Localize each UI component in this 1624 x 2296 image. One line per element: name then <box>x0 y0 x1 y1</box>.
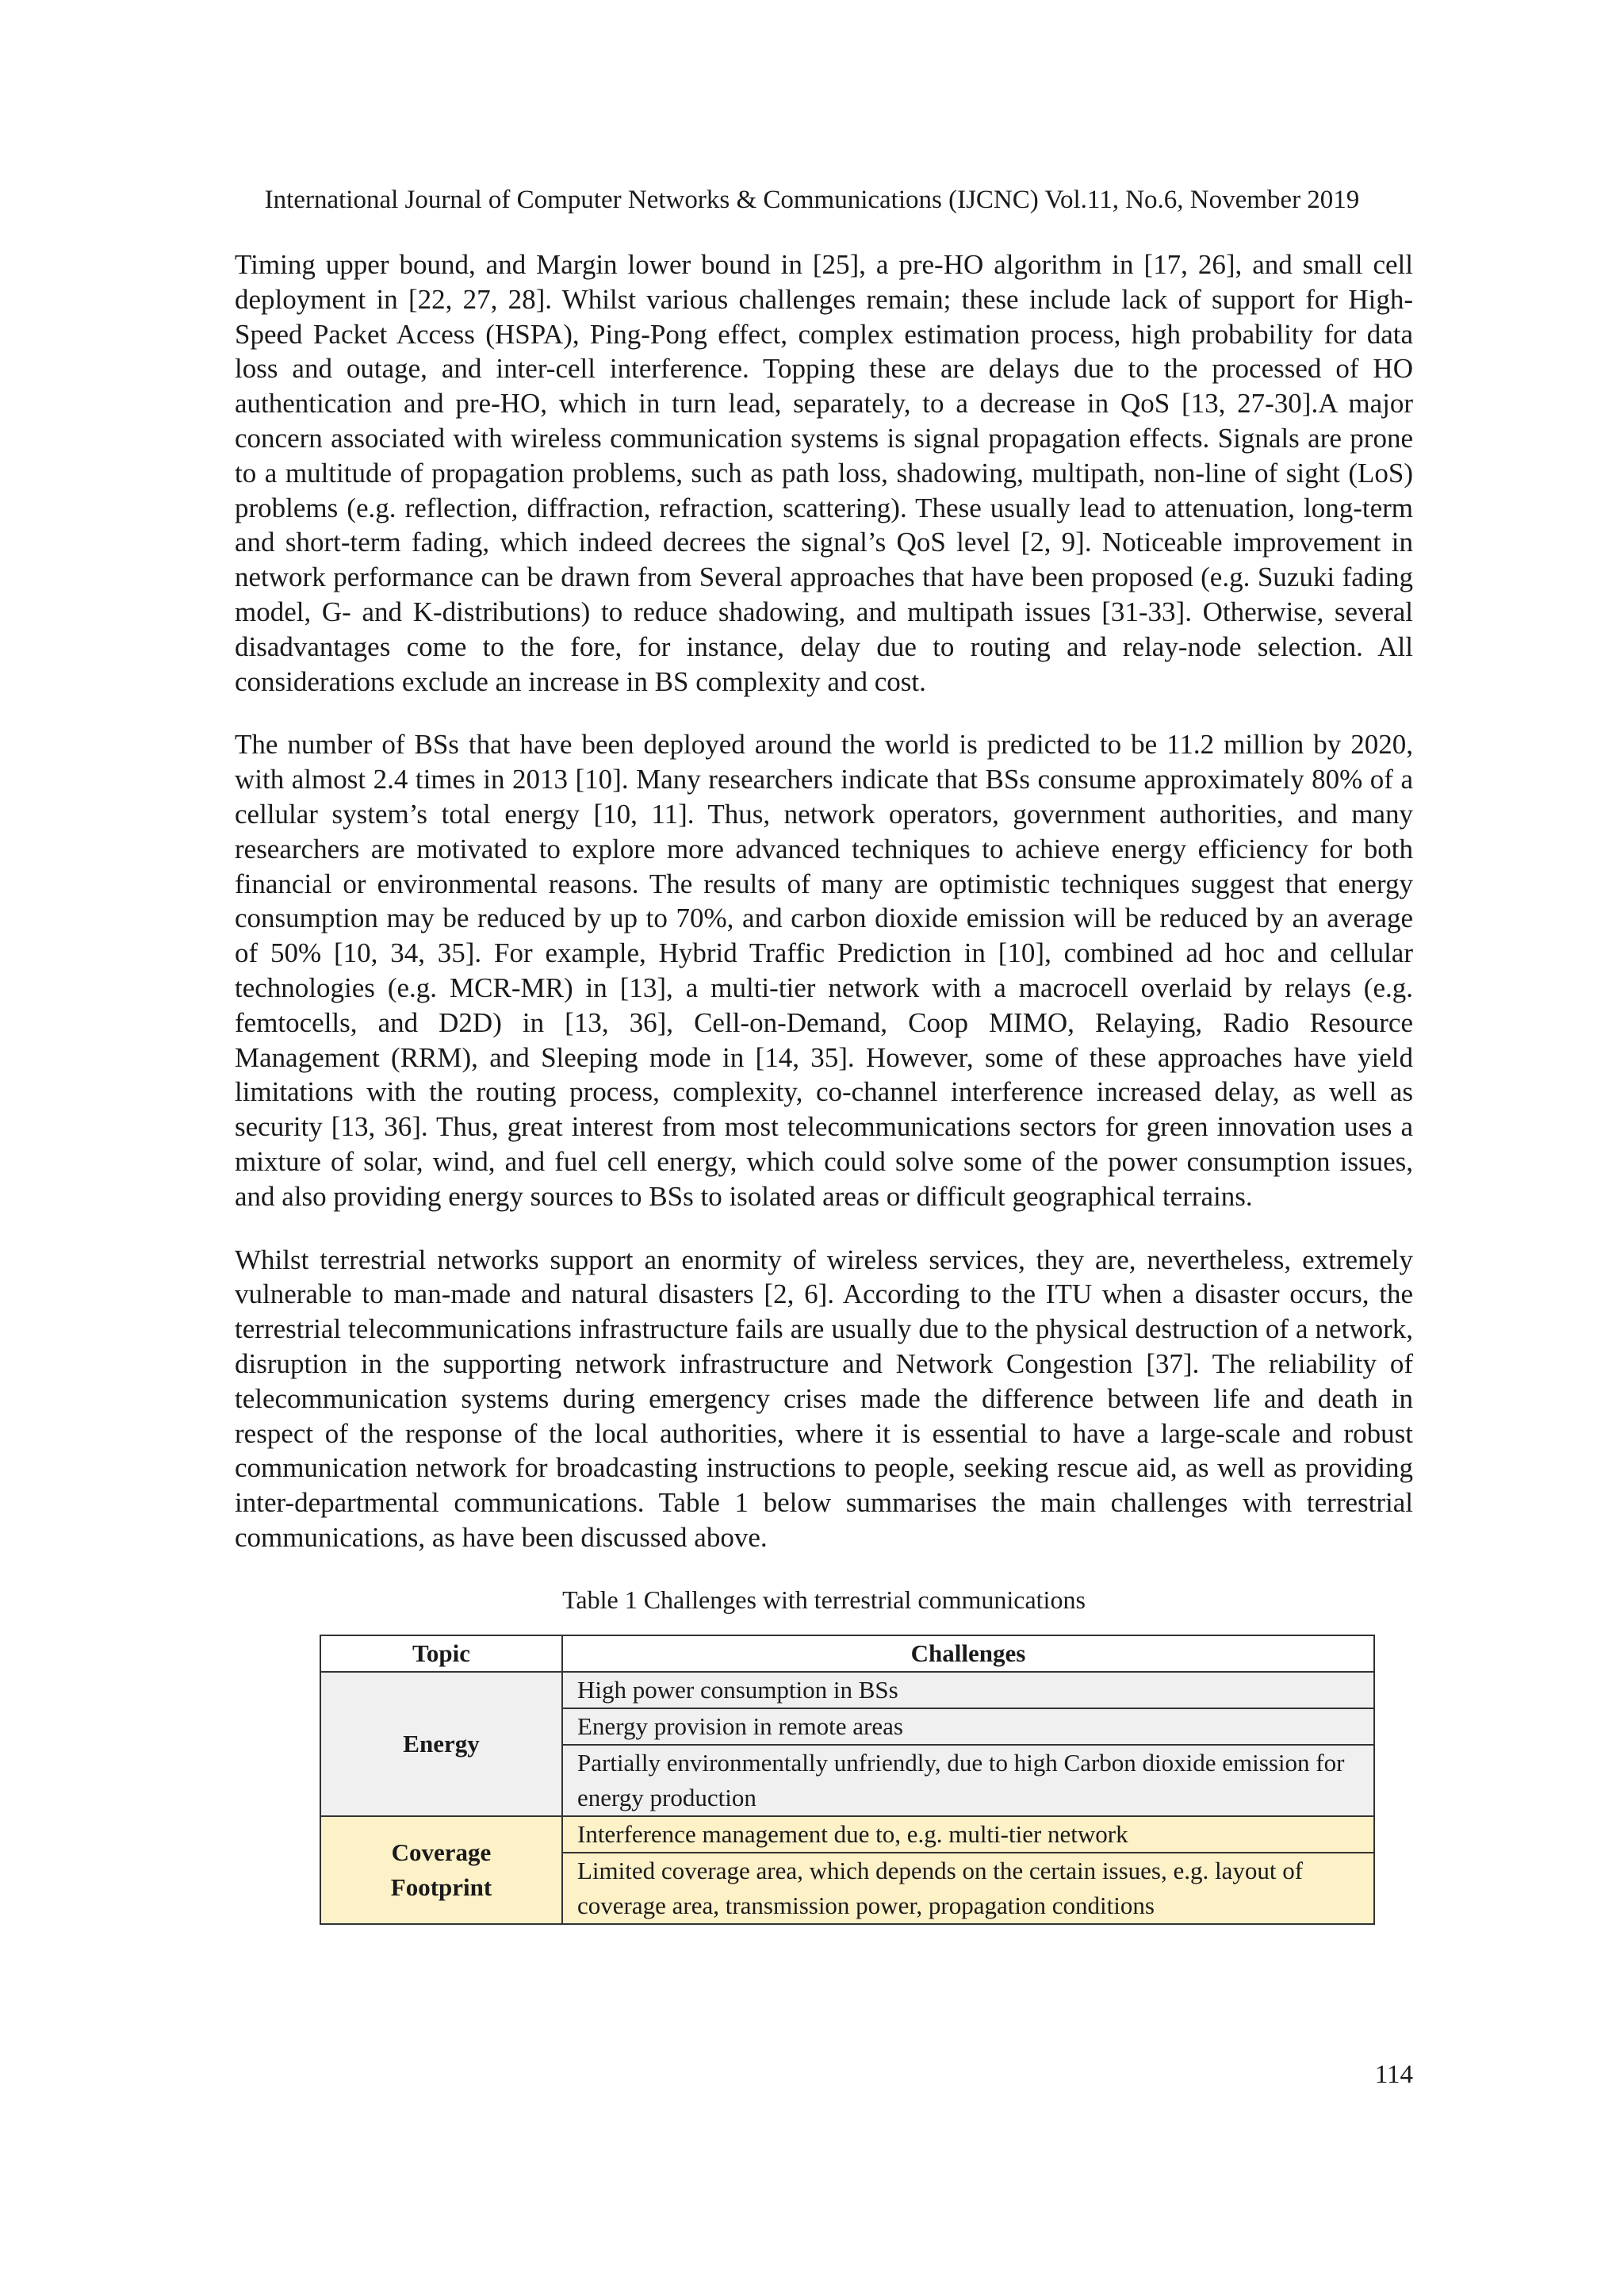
paragraph: The number of BSs that have been deployed around the world is predicted to be 11.2 million by 2020, with almost 2.4 times in 2013 [10]. Many researchers indicate that BSs consume approximately 80% of a cellular system’s total energy [10, 11]. Thus, network operators, government authorities, and many researchers are motivated to explore more advanced techniques to achieve energy efficiency for both financial or environmental reasons. The results of many are optimistic techniques suggest that energy consumption may be reduced by up to 70%, and carbon dioxide emission will be reduced by an average of 50% [10, 34, 35]. For example, Hybrid Traffic Prediction in [10], combined ad hoc and cellular technologies (e.g. MCR-MR) in [13], a multi-tier network with a macrocell overlaid by relays (e.g. femtocells, and D2D) in [13, 36], Cell-on-Demand, Coop MIMO, Relaying, Radio Resource Management (RRM), and Sleeping mode in [14, 35]. However, some of these approaches have yield limitations with the routing process, complexity, co-channel interference increased delay, as well as security [13, 36]. Thus, great interest from most telecommunications sectors for green innovation uses a mixture of solar, wind, and fuel cell energy, which could solve some of the power consumption issues, and also providing energy sources to BSs to isolated areas or difficult geographical terrains. <box>235 729 1413 1212</box>
journal-header: International Journal of Computer Networks & Communications (IJCNC) Vol.11, No.6, November 2019 <box>264 186 1360 214</box>
challenge-cell: Limited coverage area, which depends on the certain issues, e.g. layout of coverage area, transmission power, propagation conditions <box>562 1853 1374 1924</box>
paragraph: Timing upper bound, and Margin lower bound in [25], a pre-HO algorithm in [17, 26], and small cell deployment in [22, 27, 28]. Whilst various challenges remain; these include lack of support for High-Speed Packet Access (HSPA), Ping-Pong effect, complex estimation process, high probability for data loss and outage, and inter-cell interference. Topping these are delays due to the processed of HO authentication and pre-HO, which in turn lead, separately, to a decrease in QoS [13, 27-30].A major concern associated with wireless communication systems is signal propagation effects. Signals are prone to a multitude of propagation problems, such as path loss, shadowing, multipath, non-line of sight (LoS) problems (e.g. reflection, diffraction, refraction, scattering). These usually lead to attenuation, long-term and short-term fading, which indeed decrees the signal’s QoS level [2, 9]. Noticeable improvement in network performance can be drawn from Several approaches that have been proposed (e.g. Suzuki fading model, G- and K-distributions) to reduce shadowing, and multipath issues [31-33]. Otherwise, several disadvantages come to the fore, for instance, delay due to routing and relay-node selection. All considerations exclude an increase in BS complexity and cost. <box>235 249 1413 697</box>
topic-coverage-footprint <box>320 1816 562 1924</box>
topic-energy: Energy <box>320 1672 562 1816</box>
challenges-table <box>320 1635 1375 1925</box>
challenge-cell: High power consumption in BSs <box>562 1672 1374 1708</box>
table-row <box>320 1816 1374 1853</box>
challenge-cell: Energy provision in remote areas <box>562 1708 1374 1745</box>
table-header-row <box>320 1635 1374 1672</box>
page-number: 114 <box>1374 2060 1413 2089</box>
topic-column-header: Topic <box>320 1635 562 1672</box>
page-body <box>235 247 1413 1925</box>
paragraph: Whilst terrestrial networks support an enormity of wireless services, they are, nevertheless, extremely vulnerable to man-made and natural disasters [2, 6]. According to the ITU when a disaster occurs, the terrestrial telecommunications infrastructure fails are usually due to the physical destruction of a network, disruption in the supporting network infrastructure and Network Congestion [37]. The reliability of telecommunication systems during emergency crises made the difference between life and death in respect of the response of the local authorities, where it is essential to have a large-scale and robust communication network for broadcasting instructions to people, seeking rescue aid, as well as providing inter-departmental communications. Table 1 below summarises the main challenges with terrestrial communications, as have been discussed above. <box>235 1244 1413 1553</box>
challenge-cell: Interference management due to, e.g. multi-tier network <box>562 1816 1374 1853</box>
challenge-cell: Partially environmentally unfriendly, due to high Carbon dioxide emission for energy production <box>562 1745 1374 1816</box>
table-caption: Table 1 Challenges with terrestrial communications <box>562 1585 1086 1614</box>
topic-coverage-footprint-label: Coverage Footprint <box>390 1838 492 1901</box>
table-row <box>320 1672 1374 1708</box>
challenges-column-header: Challenges <box>562 1635 1374 1672</box>
